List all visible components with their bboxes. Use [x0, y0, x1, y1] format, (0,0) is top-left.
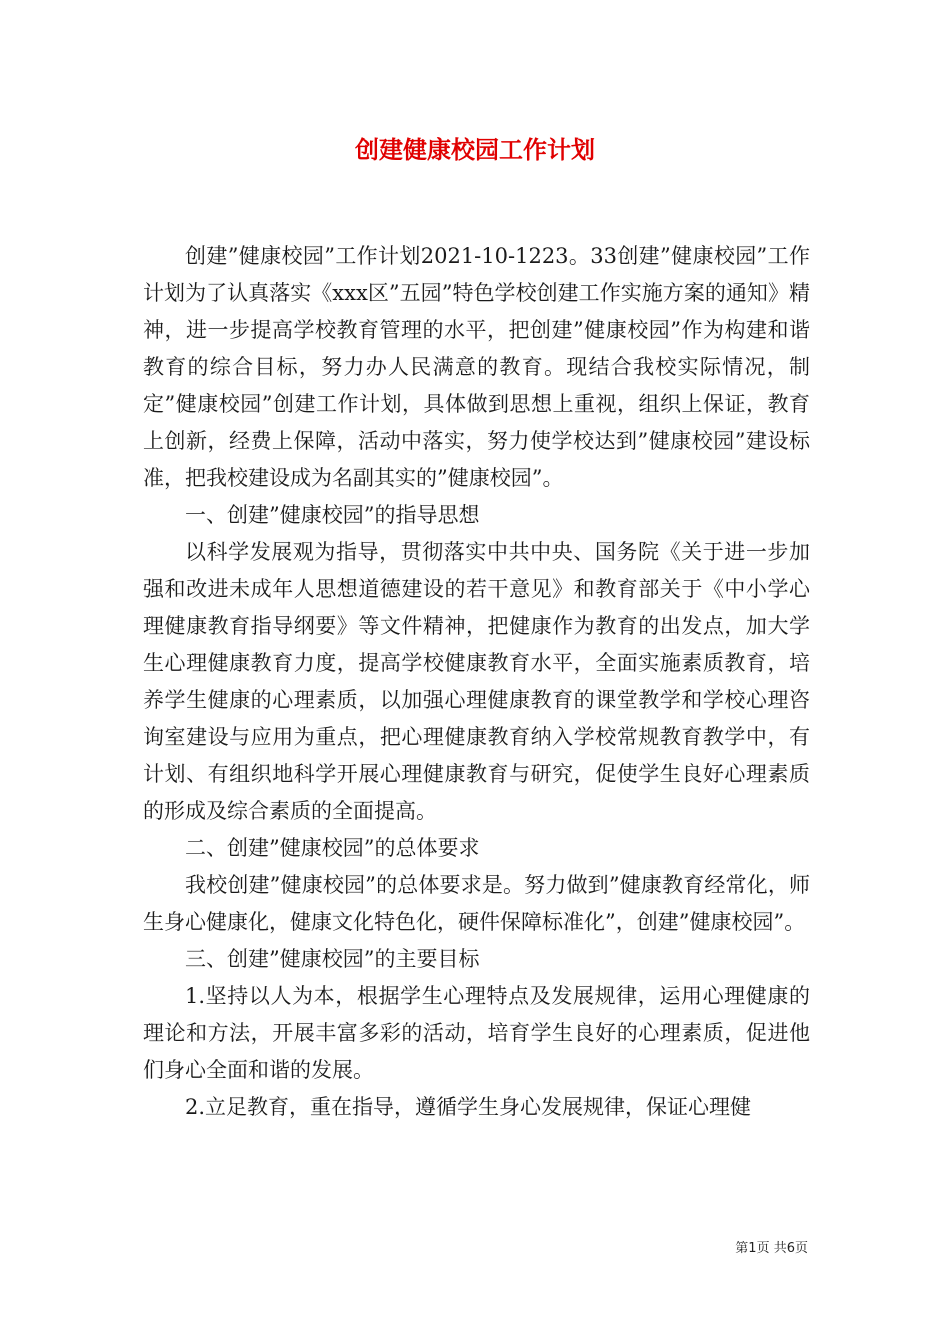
footer-suffix: 页 [794, 1241, 808, 1256]
section-heading-main-goals: 三、创建”健康校园”的主要目标 [185, 947, 480, 971]
document-title: 创建健康校园工作计划 [355, 135, 595, 164]
total-pages-number: 6 [786, 1241, 795, 1256]
paragraph-goal-1: 1.坚持以人为本，根据学生心理特点及发展规律，运用心理健康的理论和方法，开展丰富多彩的活动，培育学生良好的心理素质，促进他们身心全面和谐的发展。 [143, 984, 810, 1082]
section-heading-overall-requirements: 二、创建”健康校园”的总体要求 [185, 836, 480, 860]
paragraph-overall-requirements: 我校创建”健康校园”的总体要求是。努力做到”健康教育经常化，师生身心健康化，健康文化特色化，硬件保障标准化”，创建”健康校园”。 [143, 873, 810, 934]
footer-prefix: 第 [735, 1241, 749, 1256]
document-body [143, 238, 810, 1126]
footer-middle: 页 共 [756, 1241, 787, 1256]
paragraph-goal-2: 2.立足教育，重在指导，遵循学生身心发展规律，保证心理健 [185, 1095, 752, 1119]
section-heading-guiding-ideology: 一、创建”健康校园”的指导思想 [185, 503, 480, 527]
paragraph-guiding-ideology: 以科学发展观为指导，贯彻落实中共中央、国务院《关于进一步加强和改进未成年人思想道德建设的若干意见》和教育部关于《中小学心理健康教育指导纲要》等文件精神，把健康作为教育的出发点，加大学生心理健康教育力度，提高学校健康教育水平，全面实施素质教育，培养学生健康的心理素质，以加强心理健康教育的课堂教学和学校心理咨询室建设与应用为重点，把心理健康教育纳入学校常规教育教学中，有计划、有组织地科学开展心理健康教育与研究，促使学生良好心理素质的形成及综合素质的全面提高。 [143, 540, 810, 823]
paragraph-intro: 创建”健康校园”工作计划2021-10-1223。33创建”健康校园”工作计划为了认真落实《xxx区”五园”特色学校创建工作实施方案的通知》精神，进一步提高学校教育管理的水平，把创建”健康校园”作为构建和谐教育的综合目标，努力办人民满意的教育。现结合我校实际情况，制定”健康校园”创建工作计划，具体做到思想上重视，组织上保证，教育上创新，经费上保障，活动中落实，努力使学校达到”健康校园”建设标准，把我校建设成为名副其实的”健康校园”。 [143, 244, 810, 490]
page-footer [560, 1240, 808, 1258]
current-page-number: 1 [748, 1241, 757, 1256]
